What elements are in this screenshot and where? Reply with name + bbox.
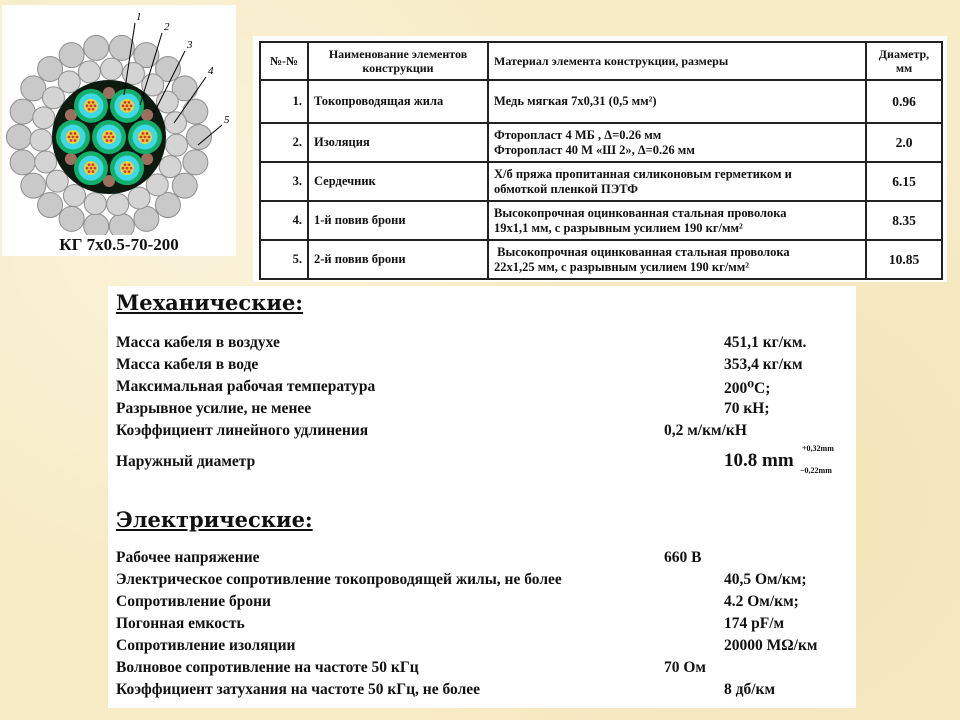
inner-armor-wire: [146, 174, 168, 196]
property-label: Коэффициент затухания на частоте 50 кГц, не более: [116, 681, 481, 698]
property-label: Погонная емкость: [116, 615, 245, 632]
conductor-strand: [92, 108, 95, 111]
conductor-strand: [88, 108, 91, 111]
property-label: Разрывное усилие, не менее: [116, 400, 312, 417]
conductor-strand: [104, 136, 107, 139]
property-label: Максимальная рабочая температура: [116, 378, 376, 395]
conductor-strand: [122, 167, 125, 170]
row-name: 1-й повив брони: [308, 201, 488, 240]
conductor-strand: [126, 167, 129, 170]
property-value: 451,1 кг/км.: [724, 334, 807, 351]
property-label: Наружный диаметр: [116, 453, 256, 470]
conductor-strand: [88, 170, 91, 173]
row-material: [488, 162, 866, 201]
property-label: Масса кабеля в воде: [116, 356, 259, 373]
conductor-strand: [112, 136, 115, 139]
conductor-strand: [130, 104, 133, 107]
conductor-strand: [148, 136, 151, 139]
outer-armor-wire: [59, 43, 84, 68]
conductor-strand: [128, 108, 131, 111]
row-material-line: обмоткой пленкой ПЭТФ: [494, 181, 639, 196]
conductor-strand: [124, 163, 127, 166]
table-row: [260, 240, 942, 279]
inner-armor-wire: [30, 129, 52, 151]
conductor-strand: [70, 139, 73, 142]
conductor-strand: [128, 170, 131, 173]
inner-armor-wire: [101, 58, 123, 80]
property-value: 0,2 м/км/кН: [664, 422, 747, 439]
conductor-strand: [92, 163, 95, 166]
property-label: Масса кабеля в воздухе: [116, 334, 280, 351]
inner-armor-wire: [84, 193, 106, 215]
header-name: Наименование элементов конструкции: [308, 42, 488, 80]
conductor-strand: [142, 132, 145, 135]
table-row: [260, 80, 942, 123]
row-material-line: Медь мягкая 7х0,31 (0,5 мм²): [494, 94, 657, 108]
row-diameter: 8.35: [866, 201, 942, 240]
row-name: Изоляция: [308, 123, 488, 162]
inner-armor-wire: [46, 170, 68, 192]
row-material: [488, 201, 866, 240]
property-value: 20000 MΩ/км: [724, 637, 818, 654]
inner-armor-wire: [33, 107, 55, 129]
conductor-strand: [146, 139, 149, 142]
conductor-strand: [106, 139, 109, 142]
cable-designation: КГ 7х0.5-70-200: [59, 235, 179, 254]
inner-armor-wire: [63, 185, 85, 207]
conductor-strand: [72, 136, 75, 139]
conductor-strand: [88, 163, 91, 166]
table-row: [260, 162, 942, 201]
header-material: Материал элемента конструкции, размеры: [488, 42, 866, 80]
property-value: 174 pF/м: [724, 615, 785, 632]
table-header-row: [260, 42, 942, 80]
property-value: 4.2 Ом/км;: [724, 593, 799, 610]
outer-armor-wire: [172, 173, 197, 198]
row-diameter: 10.85: [866, 240, 942, 279]
conductor-strand: [76, 136, 79, 139]
conductor-strand: [108, 136, 111, 139]
table-row: [260, 123, 942, 162]
outer-armor-wire: [10, 150, 35, 175]
inner-armor-wire: [128, 187, 150, 209]
electrical-section-title: Электрические:: [116, 507, 313, 532]
callout-label: 4: [208, 65, 214, 77]
callout-label: 5: [224, 114, 230, 126]
conductor-strand: [110, 139, 113, 142]
property-label: Коэффициент линейного удлинения: [116, 422, 369, 439]
construction-table: [259, 41, 943, 280]
property-value: 40,5 Ом/км;: [724, 571, 807, 588]
outer-armor-wire: [155, 193, 180, 218]
conductor-strand: [94, 104, 97, 107]
row-material: [488, 123, 866, 162]
conductor-strand: [140, 136, 143, 139]
conductor-strand: [92, 170, 95, 173]
outer-armor-wire: [183, 150, 208, 175]
inner-armor-wire: [35, 151, 57, 173]
row-material-line: 22х1,25 мм, с разрывным усилием 190 кг/мм²: [494, 259, 750, 274]
row-num: 3.: [260, 162, 308, 201]
conductor-strand: [110, 132, 113, 135]
property-value: 70 кН;: [724, 400, 770, 417]
inner-armor-wire: [58, 71, 80, 93]
inner-armor-wire: [107, 193, 129, 215]
properties-panel: [108, 286, 856, 708]
outer-armor-wire: [84, 35, 109, 60]
callout-label: 1: [136, 11, 142, 23]
conductor-strand: [142, 139, 145, 142]
conductor-strand: [126, 104, 129, 107]
conductor-strand: [128, 101, 131, 104]
conductor-strand: [144, 136, 147, 139]
row-material-line: 19х1,1 мм, с разрывным усилием 190 кг/мм²: [494, 220, 743, 235]
conductor-strand: [88, 101, 91, 104]
conductor-strand: [86, 104, 89, 107]
conductor-strand: [130, 167, 133, 170]
row-num: 5.: [260, 240, 308, 279]
row-material-line: Высокопрочная оцинкованная стальная проволока: [494, 244, 790, 259]
row-num: 1.: [260, 80, 308, 123]
outer-diameter-value: 10.8 mm: [724, 450, 794, 471]
outer-armor-wire: [84, 214, 109, 235]
property-label: Волновое сопротивление на частоте 50 кГц: [116, 659, 419, 676]
outer-armor-wire: [21, 173, 46, 198]
property-value: 70 Ом: [664, 659, 706, 676]
conductor-strand: [68, 136, 71, 139]
conductor-strand: [124, 101, 127, 104]
conductor-strand: [124, 170, 127, 173]
row-material-line: Фторопласт 40 М «Ш 2», Δ=0.26 мм: [494, 142, 695, 157]
property-label: Электрическое сопротивление токопроводящей жилы, не более: [116, 571, 562, 588]
conductor-strand: [106, 132, 109, 135]
property-value: 200⁰С;: [724, 380, 771, 397]
conductor-strand: [90, 104, 93, 107]
header-num: №-№: [260, 42, 308, 80]
property-value: 8 дб/км: [724, 681, 776, 698]
tolerance-plus: +0,32mm: [802, 444, 834, 453]
callout-label: 3: [187, 39, 193, 51]
outer-armor-wire: [59, 206, 84, 231]
row-name: Токопроводящая жила: [308, 80, 488, 123]
inner-armor-wire: [142, 74, 164, 96]
row-diameter: 2.0: [866, 123, 942, 162]
outer-armor-wire: [134, 206, 159, 231]
row-name: 2-й повив брони: [308, 240, 488, 279]
row-material-line: Х/б пряжа пропитанная силиконовым герметиком и: [494, 166, 792, 181]
outer-armor-wire: [109, 214, 134, 235]
conductor-strand: [86, 167, 89, 170]
property-label: Сопротивление изоляции: [116, 637, 296, 654]
row-num: 2.: [260, 123, 308, 162]
conductor-strand: [122, 104, 125, 107]
row-material-line: Высокопрочная оцинкованная стальная проволока: [494, 205, 787, 220]
row-diameter: 0.96: [866, 80, 942, 123]
row-material: [488, 80, 866, 123]
conductor-strand: [90, 167, 93, 170]
inner-armor-wire: [78, 61, 100, 83]
conductor-strand: [146, 132, 149, 135]
outer-armor-wire: [10, 99, 35, 124]
mechanical-section-title: Механические:: [116, 290, 304, 315]
table-row: [260, 201, 942, 240]
conductor-strand: [124, 108, 127, 111]
outer-armor-wire: [7, 125, 32, 150]
row-material: [488, 240, 866, 279]
callout-label: 2: [164, 21, 170, 33]
outer-armor-wire: [109, 35, 134, 60]
property-label: Сопротивление брони: [116, 593, 271, 610]
inner-armor-wire: [166, 134, 188, 156]
conductor-strand: [70, 132, 73, 135]
conductor-strand: [94, 167, 97, 170]
conductor-strand: [92, 101, 95, 104]
property-value: 660 В: [664, 549, 702, 566]
construction-table-panel: [253, 36, 947, 282]
conductor-strand: [74, 132, 77, 135]
tolerance-minus: −0,22mm: [800, 466, 832, 475]
row-name: Сердечник: [308, 162, 488, 201]
inner-armor-wire: [164, 112, 186, 134]
conductor-strand: [128, 163, 131, 166]
conductor-strand: [74, 139, 77, 142]
outer-armor-wire: [38, 193, 63, 218]
inner-armor-wire: [159, 156, 181, 178]
row-material-line: Фторопласт 4 МБ , Δ=0.26 мм: [494, 127, 662, 142]
cable-cross-section-diagram: [2, 5, 236, 235]
header-diameter: Диаметр, мм: [866, 42, 942, 80]
property-value: 353,4 кг/км: [724, 356, 803, 373]
property-label: Рабочее напряжение: [116, 549, 260, 566]
row-diameter: 6.15: [866, 162, 942, 201]
row-num: 4.: [260, 201, 308, 240]
cable-cross-section-panel: [2, 5, 236, 256]
